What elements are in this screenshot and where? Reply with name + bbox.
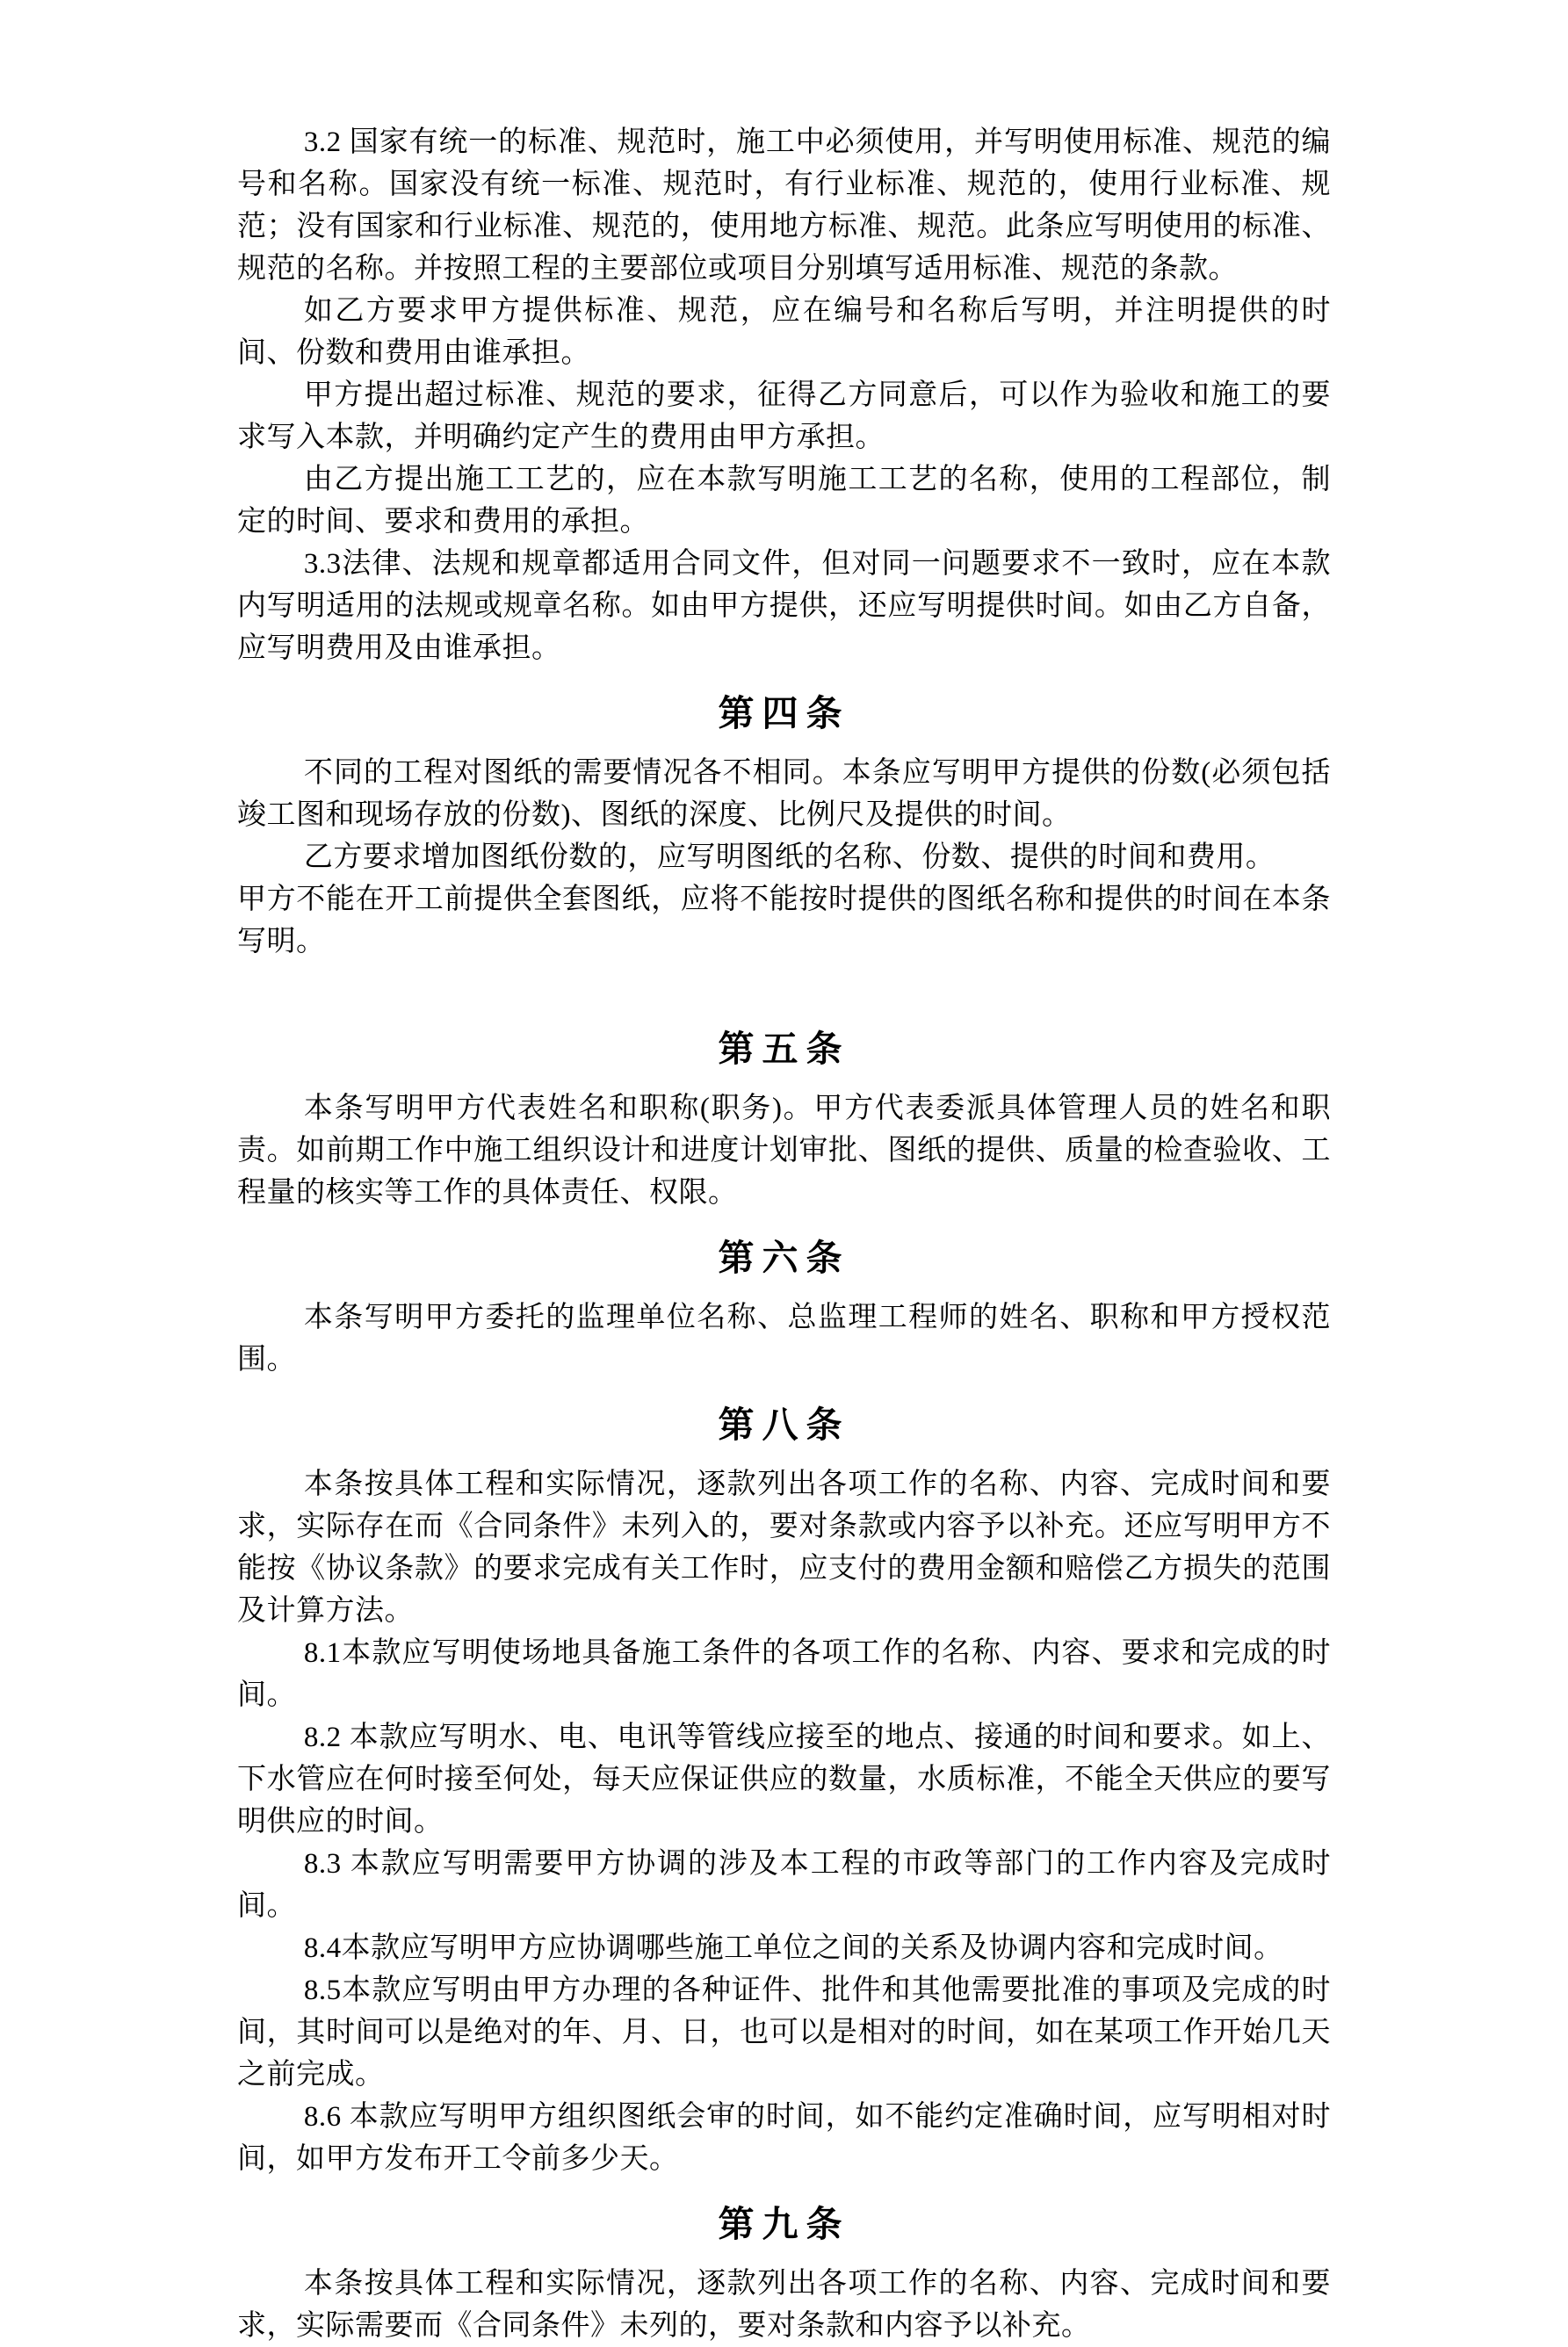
section-heading: 第六条 bbox=[718, 1238, 850, 1278]
section-heading: 第九条 bbox=[718, 2204, 850, 2244]
body-paragraph: 乙方要求增加图纸份数的，应写明图纸的名称、份数、提供的时间和费用。 bbox=[303, 841, 1275, 873]
body-paragraph: 本条按具体工程和实际情况，逐款列出各项工作的名称、内容、完成时间和要求，实际需要而《合同条件》未列的，要对条款和内容予以补充。 bbox=[237, 2268, 1331, 2342]
section-heading: 第四条 bbox=[718, 693, 850, 733]
body-paragraph: 3.3法律、法规和规章都适用合同文件，但对同一问题要求不一致时，应在本款内写明适用的法规或规章名称。如由甲方提供，还应写明提供时间。如由乙方自备，应写明费用及由谁承担。 bbox=[237, 548, 1331, 664]
body-paragraph: 8.6 本款应写明甲方组织图纸会审的时间，如不能约定准确时间，应写明相对时间，如甲方发布开工令前多少天。 bbox=[237, 2101, 1331, 2175]
body-paragraph: 3.2 国家有统一的标准、规范时，施工中必须使用，并写明使用标准、规范的编号和名称。国家没有统一标准、规范时，有行业标准、规范的，使用行业标准、规范；没有国家和行业标准、规范的，使用地方标准、规范。此条应写明使用的标准、规范的名称。并按照工程的主要部位或项目分别填写适用标准、规范的条款。 bbox=[237, 126, 1331, 285]
body-paragraph: 本条写明甲方委托的监理单位名称、总监理工程师的姓名、职称和甲方授权范围。 bbox=[237, 1302, 1331, 1376]
section-heading: 第五条 bbox=[718, 1029, 850, 1069]
body-paragraph: 8.4本款应写明甲方应协调哪些施工单位之间的关系及协调内容和完成时间。 bbox=[303, 1932, 1283, 1964]
body-paragraph: 由乙方提出施工工艺的，应在本款写明施工工艺的名称，使用的工程部位，制定的时间、要求和费用的承担。 bbox=[237, 464, 1331, 538]
section-heading: 第八条 bbox=[718, 1405, 850, 1445]
body-paragraph: 本条写明甲方代表姓名和职称(职务)。甲方代表委派具体管理人员的姓名和职责。如前期工作中施工组织设计和进度计划审批、图纸的提供、质量的检查验收、工程量的核实等工作的具体责任、权限。 bbox=[237, 1093, 1331, 1209]
body-paragraph: 如乙方要求甲方提供标准、规范，应在编号和名称后写明，并注明提供的时间、份数和费用由谁承担。 bbox=[237, 295, 1331, 369]
body-paragraph: 8.3 本款应写明需要甲方协调的涉及本工程的市政等部门的工作内容及完成时间。 bbox=[237, 1848, 1331, 1922]
body-paragraph: 甲方不能在开工前提供全套图纸，应将不能按时提供的图纸名称和提供的时间在本条写明。 bbox=[237, 884, 1331, 957]
body-paragraph: 不同的工程对图纸的需要情况各不相同。本条应写明甲方提供的份数(必须包括竣工图和现场存放的份数)、图纸的深度、比例尺及提供的时间。 bbox=[237, 757, 1331, 831]
body-paragraph: 甲方提出超过标准、规范的要求，征得乙方同意后，可以作为验收和施工的要求写入本款，并明确约定产生的费用由甲方承担。 bbox=[237, 379, 1331, 453]
body-paragraph: 8.1本款应写明使场地具备施工条件的各项工作的名称、内容、要求和完成的时间。 bbox=[237, 1637, 1331, 1711]
body-paragraph: 本条按具体工程和实际情况，逐款列出各项工作的名称、内容、完成时间和要求，实际存在而《合同条件》未列入的，要对条款或内容予以补充。还应写明甲方不能按《协议条款》的要求完成有关工作时，应支付的费用金额和赔偿乙方损失的范围及计算方法。 bbox=[237, 1469, 1331, 1627]
body-paragraph: 8.5本款应写明由甲方办理的各种证件、批件和其他需要批准的事项及完成的时间，其时间可以是绝对的年、月、日，也可以是相对的时间，如在某项工作开始几天之前完成。 bbox=[237, 1975, 1331, 2091]
document-page bbox=[237, 121, 1331, 2347]
body-paragraph: 8.2 本款应写明水、电、电讯等管线应接至的地点、接通的时间和要求。如上、下水管应在何时接至何处，每天应保证供应的数量，水质标准，不能全天供应的要写明供应的时间。 bbox=[237, 1722, 1331, 1838]
